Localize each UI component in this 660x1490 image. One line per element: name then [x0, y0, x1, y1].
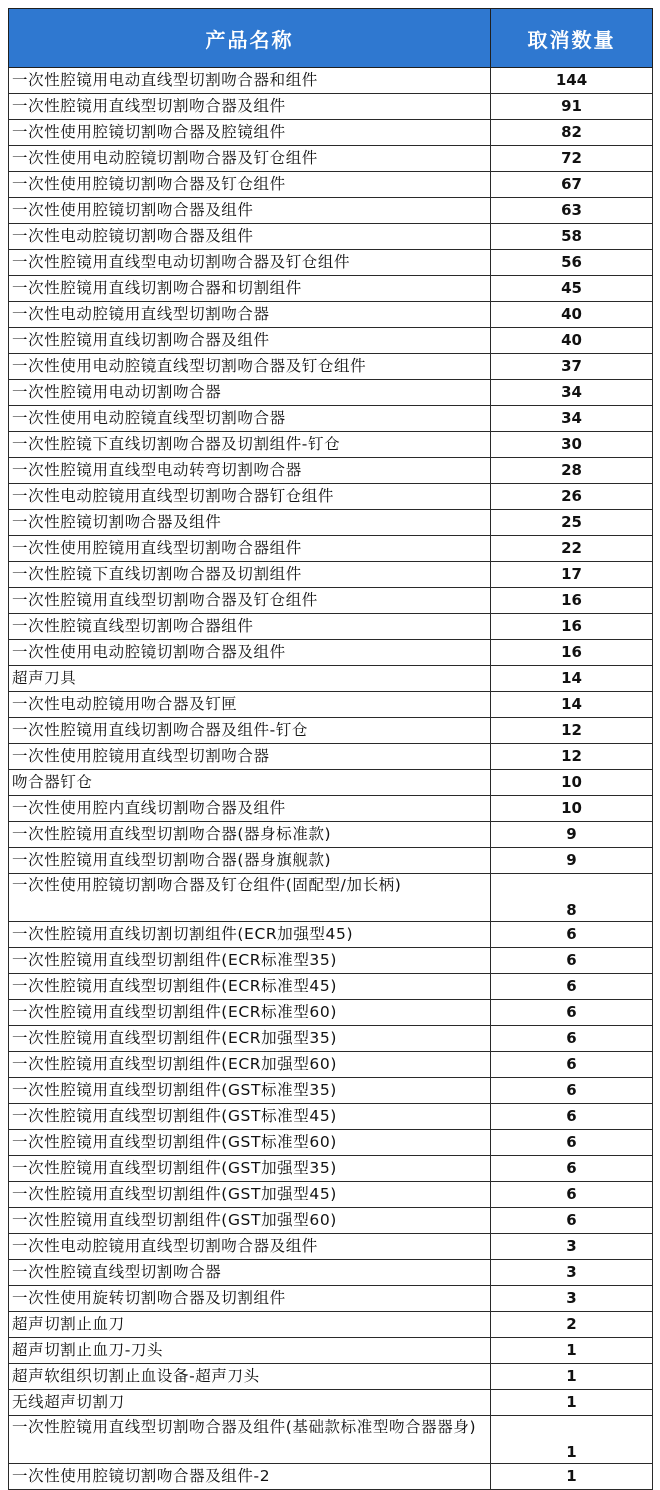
- product-name-cell: 一次性腔镜用直线型切割吻合器及组件: [9, 94, 491, 120]
- product-name-cell: 一次性腔镜用直线型电动转弯切割吻合器: [9, 458, 491, 484]
- product-name-cell: 一次性使用电动腔镜切割吻合器及组件: [9, 640, 491, 666]
- table-row: [9, 974, 653, 1000]
- cancel-quantity-cell: 16: [491, 614, 653, 640]
- cancel-quantity-cell: 3: [491, 1260, 653, 1286]
- product-name-cell: 超声软组织切割止血设备-超声刀头: [9, 1364, 491, 1390]
- product-name-cell: 一次性使用腔镜用直线型切割吻合器: [9, 744, 491, 770]
- product-name-cell: 一次性电动腔镜用直线型切割吻合器钉仓组件: [9, 484, 491, 510]
- header-product-name: 产品名称: [9, 9, 491, 68]
- cancel-quantity-cell: 72: [491, 146, 653, 172]
- table-row: [9, 432, 653, 458]
- cancel-quantity-cell: 1: [491, 1364, 653, 1390]
- cancel-quantity-cell: 6: [491, 1156, 653, 1182]
- product-name-cell: 一次性使用腔镜用直线型切割吻合器组件: [9, 536, 491, 562]
- table-row: [9, 1052, 653, 1078]
- cancel-quantity-cell: 9: [491, 822, 653, 848]
- product-name-cell: 一次性使用腔镜切割吻合器及钉仓组件: [9, 172, 491, 198]
- table-header-row: [9, 9, 653, 68]
- table-row: [9, 1234, 653, 1260]
- table-row: [9, 380, 653, 406]
- table-row: [9, 922, 653, 948]
- cancel-quantity-cell: 40: [491, 328, 653, 354]
- cancel-quantity-cell: 22: [491, 536, 653, 562]
- product-name-cell: 一次性腔镜直线型切割吻合器组件: [9, 614, 491, 640]
- table-row: [9, 1130, 653, 1156]
- table-row: [9, 198, 653, 224]
- cancel-quantity-cell: 6: [491, 922, 653, 948]
- product-name-cell: 一次性腔镜用直线切割吻合器及组件-钉仓: [9, 718, 491, 744]
- cancel-quantity-cell: 1: [491, 1338, 653, 1364]
- cancel-quantity-cell: 6: [491, 1182, 653, 1208]
- table-row: [9, 1312, 653, 1338]
- product-name-cell: 一次性腔镜用直线型切割吻合器及组件(基础款标准型吻合器器身): [9, 1416, 491, 1464]
- table-row: [9, 1390, 653, 1416]
- product-name-cell: 超声刀具: [9, 666, 491, 692]
- table-row: [9, 822, 653, 848]
- cancel-quantity-cell: 26: [491, 484, 653, 510]
- table-row: [9, 666, 653, 692]
- cancel-quantity-cell: 14: [491, 692, 653, 718]
- product-name-cell: 一次性腔镜用直线型切割吻合器及钉仓组件: [9, 588, 491, 614]
- table-row: [9, 172, 653, 198]
- cancel-quantity-cell: 67: [491, 172, 653, 198]
- product-name-cell: 一次性使用电动腔镜切割吻合器及钉仓组件: [9, 146, 491, 172]
- product-name-cell: 一次性电动腔镜用吻合器及钉匣: [9, 692, 491, 718]
- table-row: [9, 94, 653, 120]
- cancel-quantity-cell: 45: [491, 276, 653, 302]
- product-name-cell: 一次性腔镜下直线切割吻合器及切割组件-钉仓: [9, 432, 491, 458]
- table-row: [9, 796, 653, 822]
- table-row: [9, 948, 653, 974]
- cancel-quantity-cell: 10: [491, 796, 653, 822]
- table-row: [9, 536, 653, 562]
- cancel-quantity-cell: 144: [491, 68, 653, 94]
- cancel-quantity-cell: 6: [491, 974, 653, 1000]
- product-name-cell: 一次性腔镜用直线型切割组件(ECR加强型60): [9, 1052, 491, 1078]
- product-name-cell: 一次性使用腔镜切割吻合器及组件-2: [9, 1464, 491, 1490]
- table-row: [9, 1364, 653, 1390]
- cancel-quantity-cell: 28: [491, 458, 653, 484]
- product-name-cell: 一次性腔镜用直线型切割组件(ECR加强型35): [9, 1026, 491, 1052]
- cancellation-table: [8, 8, 653, 1490]
- cancel-quantity-cell: 1: [491, 1390, 653, 1416]
- cancel-quantity-cell: 10: [491, 770, 653, 796]
- product-name-cell: 超声切割止血刀-刀头: [9, 1338, 491, 1364]
- table-row: [9, 120, 653, 146]
- table-row: [9, 406, 653, 432]
- product-name-cell: 一次性使用电动腔镜直线型切割吻合器及钉仓组件: [9, 354, 491, 380]
- table-row: [9, 328, 653, 354]
- cancel-quantity-cell: 16: [491, 588, 653, 614]
- product-name-cell: 一次性使用电动腔镜直线型切割吻合器: [9, 406, 491, 432]
- cancel-quantity-cell: 8: [491, 874, 653, 922]
- product-name-cell: 一次性腔镜用直线型切割吻合器(器身标准款): [9, 822, 491, 848]
- cancel-quantity-cell: 56: [491, 250, 653, 276]
- cancel-quantity-cell: 3: [491, 1234, 653, 1260]
- cancel-quantity-cell: 91: [491, 94, 653, 120]
- table-row: [9, 1286, 653, 1312]
- product-name-cell: 一次性腔镜用直线型切割组件(GST标准型45): [9, 1104, 491, 1130]
- table-row: [9, 718, 653, 744]
- cancel-quantity-cell: 1: [491, 1464, 653, 1490]
- table-row: [9, 614, 653, 640]
- product-name-cell: 一次性电动腔镜切割吻合器及组件: [9, 224, 491, 250]
- table-row: [9, 354, 653, 380]
- table-row: [9, 640, 653, 666]
- table-row: [9, 874, 653, 922]
- product-name-cell: 超声切割止血刀: [9, 1312, 491, 1338]
- product-name-cell: 一次性腔镜用电动直线型切割吻合器和组件: [9, 68, 491, 94]
- product-name-cell: 一次性电动腔镜用直线型切割吻合器及组件: [9, 1234, 491, 1260]
- table-row: [9, 146, 653, 172]
- product-name-cell: 一次性腔镜用直线型切割组件(GST加强型45): [9, 1182, 491, 1208]
- table-body: [9, 68, 653, 1490]
- cancel-quantity-cell: 6: [491, 1104, 653, 1130]
- table-row: [9, 1182, 653, 1208]
- product-name-cell: 一次性腔镜用直线型切割组件(ECR标准型35): [9, 948, 491, 974]
- cancel-quantity-cell: 25: [491, 510, 653, 536]
- product-name-cell: 一次性腔镜用直线型切割组件(ECR标准型60): [9, 1000, 491, 1026]
- cancel-quantity-cell: 14: [491, 666, 653, 692]
- table-row: [9, 1416, 653, 1464]
- table-row: [9, 1000, 653, 1026]
- cancellation-table-container: [8, 8, 652, 1490]
- cancel-quantity-cell: 58: [491, 224, 653, 250]
- cancel-quantity-cell: 1: [491, 1416, 653, 1464]
- cancel-quantity-cell: 6: [491, 1078, 653, 1104]
- table-row: [9, 484, 653, 510]
- cancel-quantity-cell: 6: [491, 1000, 653, 1026]
- cancel-quantity-cell: 9: [491, 848, 653, 874]
- cancel-quantity-cell: 34: [491, 406, 653, 432]
- cancel-quantity-cell: 3: [491, 1286, 653, 1312]
- table-row: [9, 458, 653, 484]
- product-name-cell: 吻合器钉仓: [9, 770, 491, 796]
- cancel-quantity-cell: 16: [491, 640, 653, 666]
- product-name-cell: 无线超声切割刀: [9, 1390, 491, 1416]
- table-row: [9, 302, 653, 328]
- cancel-quantity-cell: 12: [491, 718, 653, 744]
- cancel-quantity-cell: 30: [491, 432, 653, 458]
- cancel-quantity-cell: 6: [491, 1052, 653, 1078]
- table-row: [9, 1026, 653, 1052]
- product-name-cell: 一次性使用旋转切割吻合器及切割组件: [9, 1286, 491, 1312]
- cancel-quantity-cell: 37: [491, 354, 653, 380]
- table-row: [9, 562, 653, 588]
- table-row: [9, 1464, 653, 1490]
- product-name-cell: 一次性电动腔镜用直线型切割吻合器: [9, 302, 491, 328]
- product-name-cell: 一次性腔镜用直线型切割组件(GST加强型35): [9, 1156, 491, 1182]
- table-row: [9, 1338, 653, 1364]
- cancel-quantity-cell: 17: [491, 562, 653, 588]
- table-row: [9, 1260, 653, 1286]
- product-name-cell: 一次性腔镜用直线型切割组件(GST加强型60): [9, 1208, 491, 1234]
- cancel-quantity-cell: 63: [491, 198, 653, 224]
- cancel-quantity-cell: 34: [491, 380, 653, 406]
- cancel-quantity-cell: 6: [491, 1130, 653, 1156]
- cancel-quantity-cell: 12: [491, 744, 653, 770]
- table-row: [9, 848, 653, 874]
- table-row: [9, 770, 653, 796]
- table-row: [9, 744, 653, 770]
- table-row: [9, 1208, 653, 1234]
- product-name-cell: 一次性腔镜用直线切割吻合器和切割组件: [9, 276, 491, 302]
- product-name-cell: 一次性使用腔内直线切割吻合器及组件: [9, 796, 491, 822]
- cancel-quantity-cell: 40: [491, 302, 653, 328]
- product-name-cell: 一次性腔镜用直线型电动切割吻合器及钉仓组件: [9, 250, 491, 276]
- product-name-cell: 一次性使用腔镜切割吻合器及腔镜组件: [9, 120, 491, 146]
- table-row: [9, 276, 653, 302]
- product-name-cell: 一次性腔镜切割吻合器及组件: [9, 510, 491, 536]
- table-row: [9, 224, 653, 250]
- product-name-cell: 一次性腔镜用直线型切割组件(GST标准型35): [9, 1078, 491, 1104]
- table-row: [9, 588, 653, 614]
- product-name-cell: 一次性腔镜用直线切割切割组件(ECR加强型45): [9, 922, 491, 948]
- product-name-cell: 一次性腔镜用直线切割吻合器及组件: [9, 328, 491, 354]
- table-row: [9, 68, 653, 94]
- table-row: [9, 1078, 653, 1104]
- table-row: [9, 510, 653, 536]
- table-row: [9, 250, 653, 276]
- cancel-quantity-cell: 6: [491, 948, 653, 974]
- product-name-cell: 一次性使用腔镜切割吻合器及钉仓组件(固配型/加长柄): [9, 874, 491, 922]
- product-name-cell: 一次性使用腔镜切割吻合器及组件: [9, 198, 491, 224]
- table-row: [9, 692, 653, 718]
- product-name-cell: 一次性腔镜用直线型切割组件(GST标准型60): [9, 1130, 491, 1156]
- cancel-quantity-cell: 6: [491, 1026, 653, 1052]
- product-name-cell: 一次性腔镜用直线型切割组件(ECR标准型45): [9, 974, 491, 1000]
- cancel-quantity-cell: 82: [491, 120, 653, 146]
- cancel-quantity-cell: 2: [491, 1312, 653, 1338]
- cancel-quantity-cell: 6: [491, 1208, 653, 1234]
- product-name-cell: 一次性腔镜用电动切割吻合器: [9, 380, 491, 406]
- product-name-cell: 一次性腔镜下直线切割吻合器及切割组件: [9, 562, 491, 588]
- table-row: [9, 1156, 653, 1182]
- product-name-cell: 一次性腔镜用直线型切割吻合器(器身旗舰款): [9, 848, 491, 874]
- table-row: [9, 1104, 653, 1130]
- header-cancel-quantity: 取消数量: [491, 9, 653, 68]
- product-name-cell: 一次性腔镜直线型切割吻合器: [9, 1260, 491, 1286]
